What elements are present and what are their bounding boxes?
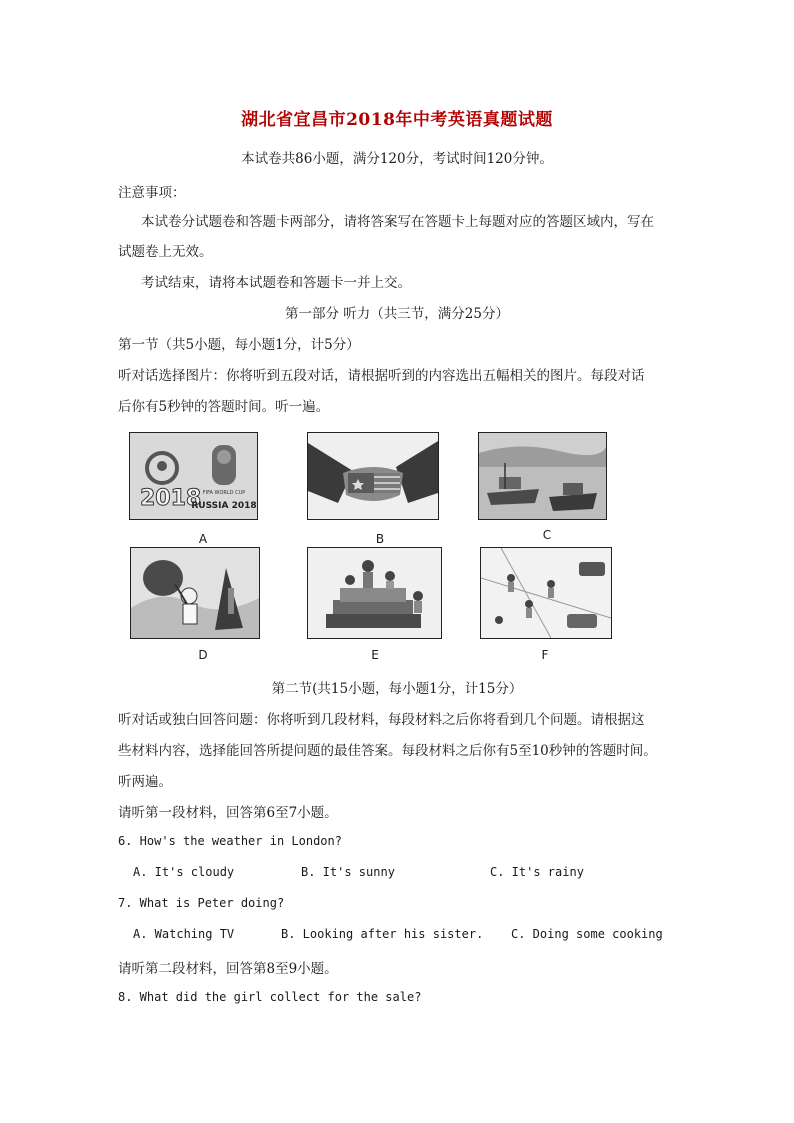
section2-instructions-cont-1: 些材料内容，选择能回答所提问题的最佳答案。每段材料之后你有5至10秒钟的答题时间。: [118, 743, 657, 759]
part1-heading: 第一部分 听力（共三节，满分25分）: [285, 306, 509, 322]
section2-instructions: 听对话或独白回答问题：你将听到几段材料，每段材料之后你将看到几个问题。请根据这: [118, 712, 645, 728]
question-7: 7. What is Peter doing?: [118, 896, 285, 910]
section2-instructions-cont-2: 听两遍。: [118, 774, 172, 790]
section1-instructions: 听对话选择图片：你将听到五段对话，请根据听到的内容选出五幅相关的图片。每段对话: [118, 368, 645, 384]
material-2-note: 请听第二段材料，回答第8至9小题。: [118, 961, 338, 977]
fifa-logo-text: FIFA WORLD CUP: [202, 490, 246, 496]
notice-paragraph-1: 本试卷分试题卷和答题卡两部分，请将答案写在答题卡上每题对应的答题区域内，写在: [141, 214, 654, 230]
picture-f-label: F: [541, 648, 549, 662]
question-8: 8. What did the girl collect for the sale?: [118, 990, 422, 1004]
picture-c-label: C: [542, 528, 552, 542]
question-6-option-c: C. It's rainy: [490, 865, 584, 879]
russia-2018-text: RUSSIA 2018: [191, 501, 257, 511]
question-6-option-a: A. It's cloudy: [133, 865, 235, 879]
question-6-option-b: B. It's sunny: [301, 865, 395, 879]
picture-c: [478, 432, 607, 520]
street-scene-image: [481, 548, 611, 638]
picture-e: [307, 547, 442, 639]
question-6: 6. How's the weather in London?: [118, 834, 342, 848]
notice-paragraph-2: 考试结束，请将本试题卷和答题卡一并上交。: [141, 275, 411, 291]
page-title: 湖北省宜昌市2018年中考英语真题试题: [241, 110, 553, 130]
material-1-note: 请听第一段材料，回答第6至7小题。: [118, 805, 338, 821]
exam-intro: 本试卷共86小题，满分120分，考试时间120分钟。: [241, 151, 553, 167]
cartoon-sack-image: [131, 548, 259, 638]
question-7-option-c: C. Doing some cooking: [511, 927, 663, 941]
world-cup-logo-image: [130, 433, 257, 519]
year-2018-text: 2018: [140, 486, 202, 511]
picture-a-label: A: [198, 532, 208, 546]
question-7-option-b: B. Looking after his sister.: [281, 927, 484, 941]
picture-f: [480, 547, 612, 639]
section2-heading: 第二节(共15小题，每小题1分，计15分）: [271, 681, 523, 697]
picture-d-label: D: [198, 648, 208, 662]
question-7-option-a: A. Watching TV: [133, 927, 235, 941]
notice-paragraph-1-cont: 试题卷上无效。: [118, 244, 213, 260]
notice-heading: 注意事项：: [118, 185, 186, 201]
picture-b: [307, 432, 439, 520]
section1-heading: 第一节（共5小题，每小题1分，计5分）: [118, 337, 360, 353]
picture-d: [130, 547, 260, 639]
boats-river-image: [479, 433, 606, 519]
section1-instructions-cont: 后你有5秒钟的答题时间。听一遍。: [118, 399, 330, 415]
people-on-books-image: [308, 548, 441, 638]
handshake-flags-image: [308, 433, 438, 519]
picture-a: [129, 432, 258, 520]
picture-b-label: B: [375, 532, 385, 546]
picture-e-label: E: [371, 648, 379, 662]
